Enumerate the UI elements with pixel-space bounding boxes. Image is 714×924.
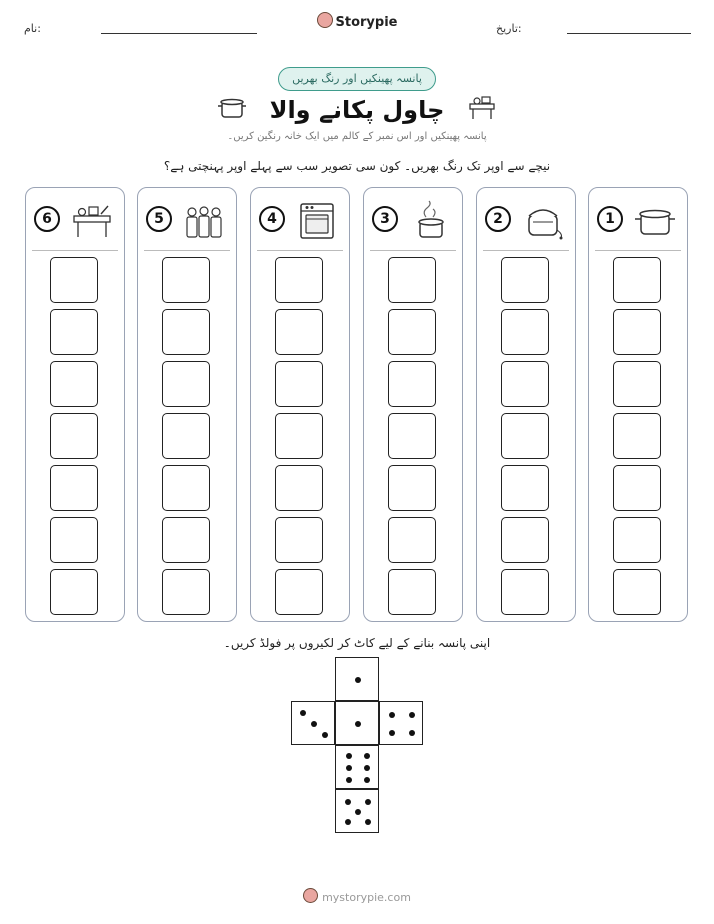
column-number: 3 bbox=[372, 206, 398, 232]
die-pip bbox=[389, 712, 395, 718]
color-box[interactable] bbox=[162, 257, 210, 303]
brand bbox=[0, 12, 714, 30]
color-box[interactable] bbox=[50, 465, 98, 511]
die-pip bbox=[311, 721, 317, 727]
color-box[interactable] bbox=[388, 361, 436, 407]
color-box[interactable] bbox=[275, 309, 323, 355]
color-box[interactable] bbox=[613, 361, 661, 407]
die-pip bbox=[300, 710, 306, 716]
instruction: نیچے سے اوپر تک رنگ بھریں۔ کون سی تصویر سب سے پہلے اوپر پہنچتی ہے؟ bbox=[163, 159, 551, 173]
color-box[interactable] bbox=[388, 517, 436, 563]
column-5 bbox=[137, 187, 237, 622]
color-box[interactable] bbox=[613, 517, 661, 563]
color-box[interactable] bbox=[613, 257, 661, 303]
color-box[interactable] bbox=[50, 309, 98, 355]
color-box[interactable] bbox=[275, 465, 323, 511]
column-divider bbox=[370, 250, 456, 251]
die-face-4 bbox=[379, 701, 423, 745]
cut-instruction: اپنی پانسہ بنانے کے لیے کاٹ کر لکیروں پر فولڈ کریں۔ bbox=[223, 636, 491, 650]
storypie-logo-icon bbox=[317, 12, 333, 28]
color-box[interactable] bbox=[50, 361, 98, 407]
die-pip bbox=[345, 799, 351, 805]
footer bbox=[0, 888, 714, 904]
color-box[interactable] bbox=[501, 309, 549, 355]
column-number: 4 bbox=[259, 206, 285, 232]
name-line[interactable] bbox=[101, 33, 257, 34]
die-face-5 bbox=[335, 789, 379, 833]
column-divider bbox=[144, 250, 230, 251]
column-number: 1 bbox=[597, 206, 623, 232]
die-pip bbox=[365, 799, 371, 805]
die-face-1 bbox=[335, 657, 379, 701]
date-label: تاریخ: bbox=[496, 22, 522, 35]
die-pip bbox=[346, 753, 352, 759]
storypie-logo-icon bbox=[303, 888, 318, 903]
steaming-pot-icon bbox=[408, 200, 452, 240]
column-divider bbox=[483, 250, 569, 251]
color-box[interactable] bbox=[501, 569, 549, 615]
color-box[interactable] bbox=[162, 309, 210, 355]
color-box[interactable] bbox=[388, 569, 436, 615]
column-6 bbox=[25, 187, 125, 622]
oven-icon bbox=[295, 200, 339, 240]
color-box[interactable] bbox=[613, 413, 661, 459]
color-box[interactable] bbox=[613, 569, 661, 615]
die-face-3 bbox=[291, 701, 335, 745]
color-box[interactable] bbox=[501, 465, 549, 511]
color-box[interactable] bbox=[162, 465, 210, 511]
color-box[interactable] bbox=[501, 413, 549, 459]
color-box[interactable] bbox=[501, 517, 549, 563]
die-pip bbox=[364, 753, 370, 759]
subtitle: پانسہ پھینکیں اور اس نمبر کے کالم میں ایک خانہ رنگین کریں۔ bbox=[227, 131, 487, 142]
color-box[interactable] bbox=[162, 517, 210, 563]
column-number: 5 bbox=[146, 206, 172, 232]
die-pip bbox=[389, 730, 395, 736]
column-divider bbox=[32, 250, 118, 251]
die-pip bbox=[365, 819, 371, 825]
color-box[interactable] bbox=[388, 413, 436, 459]
pot-icon bbox=[217, 96, 247, 120]
die-pip bbox=[322, 732, 328, 738]
die-pip bbox=[346, 765, 352, 771]
color-box[interactable] bbox=[50, 569, 98, 615]
color-box[interactable] bbox=[275, 257, 323, 303]
die-pip bbox=[409, 712, 415, 718]
color-box[interactable] bbox=[501, 257, 549, 303]
color-box[interactable] bbox=[162, 361, 210, 407]
color-box[interactable] bbox=[501, 361, 549, 407]
die-pip bbox=[355, 809, 361, 815]
column-divider bbox=[257, 250, 343, 251]
color-box[interactable] bbox=[613, 465, 661, 511]
color-box[interactable] bbox=[275, 517, 323, 563]
color-box[interactable] bbox=[613, 309, 661, 355]
column-2 bbox=[476, 187, 576, 622]
column-number: 6 bbox=[34, 206, 60, 232]
color-box[interactable] bbox=[50, 257, 98, 303]
color-box[interactable] bbox=[50, 413, 98, 459]
cooking-pot-icon bbox=[633, 200, 677, 240]
date-line[interactable] bbox=[567, 33, 691, 34]
color-box[interactable] bbox=[275, 569, 323, 615]
column-3 bbox=[363, 187, 463, 622]
brand-name: Storypie bbox=[335, 15, 398, 30]
kitchen-table-icon bbox=[70, 200, 114, 240]
page-title bbox=[0, 94, 714, 124]
chefs-icon bbox=[182, 200, 226, 240]
die-face-6 bbox=[335, 745, 379, 789]
title-text: چاول پکانے والا bbox=[269, 96, 445, 124]
die-pip bbox=[346, 777, 352, 783]
color-box[interactable] bbox=[162, 569, 210, 615]
column-number: 2 bbox=[485, 206, 511, 232]
color-box[interactable] bbox=[50, 517, 98, 563]
color-box[interactable] bbox=[388, 309, 436, 355]
die-pip bbox=[355, 721, 361, 727]
column-1 bbox=[588, 187, 688, 622]
die-pip bbox=[364, 765, 370, 771]
die-pip bbox=[345, 819, 351, 825]
activity-pill: پانسہ پھینکیں اور رنگ بھریں bbox=[278, 67, 436, 91]
color-box[interactable] bbox=[275, 361, 323, 407]
rice-cooker-icon bbox=[521, 200, 565, 240]
color-box[interactable] bbox=[388, 465, 436, 511]
color-box[interactable] bbox=[388, 257, 436, 303]
footer-url[interactable]: mystorypie.com bbox=[322, 891, 411, 904]
die-pip bbox=[355, 677, 361, 683]
die-face-1 bbox=[335, 701, 379, 745]
column-4 bbox=[250, 187, 350, 622]
color-box[interactable] bbox=[162, 413, 210, 459]
kitchen-table-icon bbox=[467, 94, 497, 120]
name-label: نام: bbox=[24, 22, 41, 35]
die-pip bbox=[409, 730, 415, 736]
column-divider bbox=[595, 250, 681, 251]
color-box[interactable] bbox=[275, 413, 323, 459]
die-pip bbox=[364, 777, 370, 783]
